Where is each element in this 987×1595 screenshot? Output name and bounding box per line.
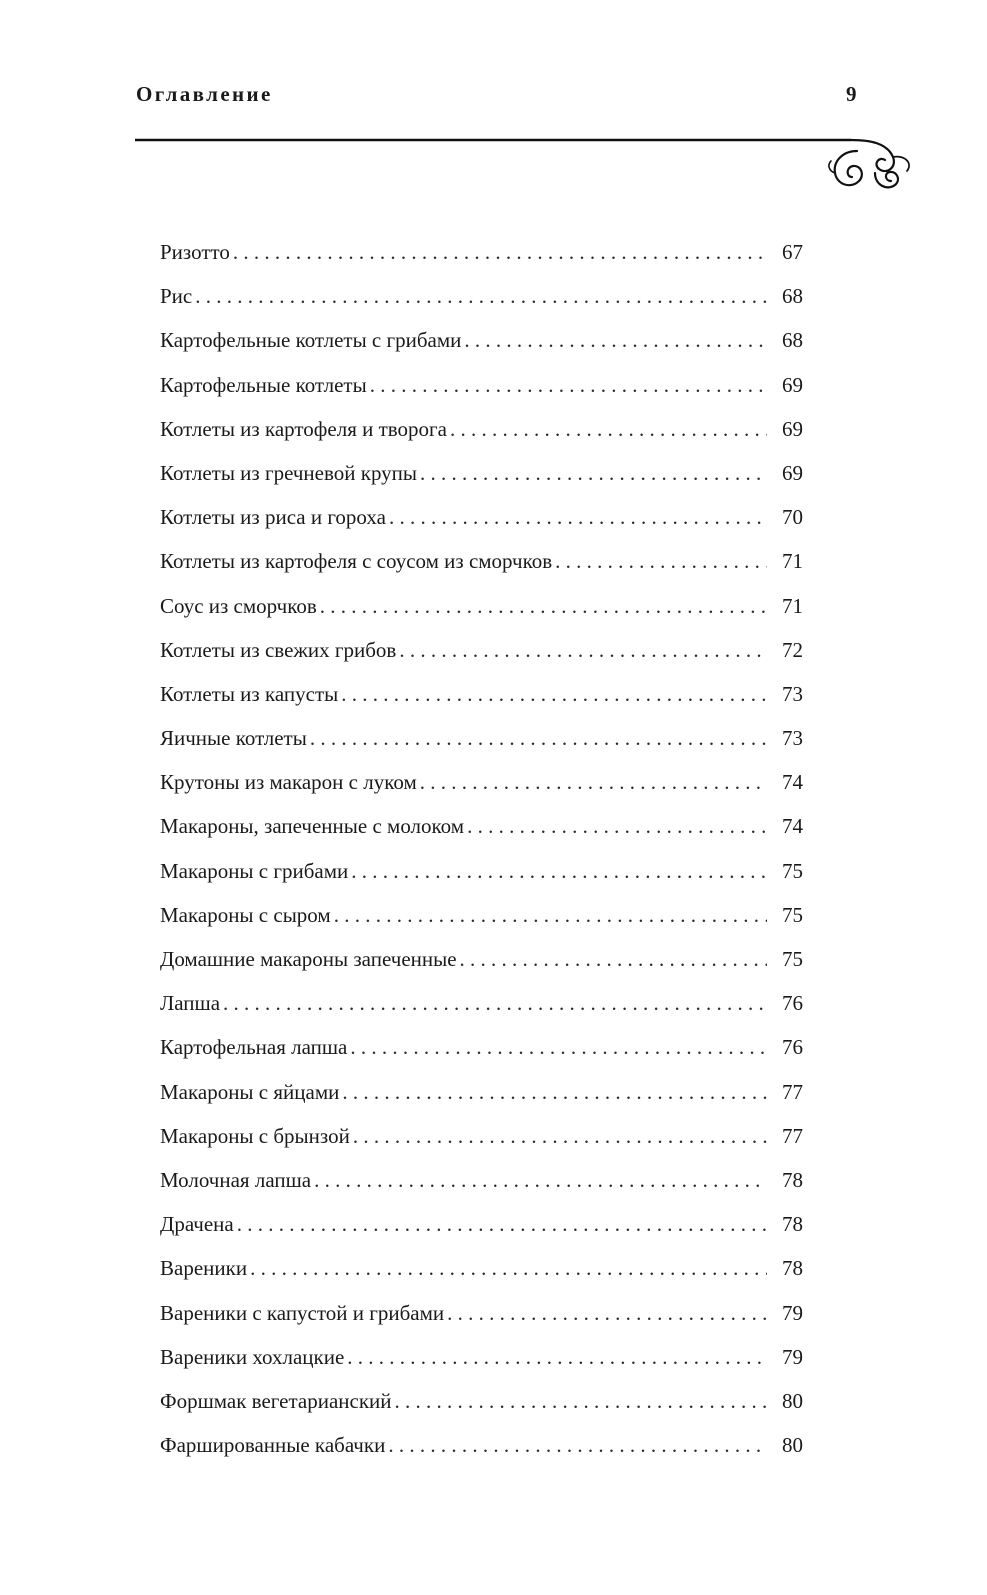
toc-entry-page: 68 [782, 284, 803, 309]
toc-entry-title: Макароны с брынзой [160, 1123, 350, 1148]
toc-entry-title: Картофельные котлеты с грибами [160, 328, 462, 353]
toc-entry-title: Картофельные котлеты [160, 372, 367, 397]
toc-entry [160, 804, 803, 848]
toc-entry-page: 67 [782, 240, 803, 264]
toc-dot-leader [351, 849, 767, 893]
toc-dot-leader [320, 584, 767, 628]
toc-entry-title: Котлеты из риса и гороха [160, 505, 386, 530]
toc-dot-leader [314, 1158, 767, 1202]
toc-entry-page: 69 [782, 460, 803, 485]
toc-entry-page: 73 [782, 681, 803, 706]
toc-entry [160, 716, 803, 760]
toc-dot-leader [223, 981, 767, 1025]
toc-entry-title: Драчена [160, 1212, 234, 1237]
toc-entry-title: Соус из сморчков [160, 593, 317, 618]
toc-dot-leader [467, 804, 767, 848]
toc-entry-title: Ризотто [160, 240, 230, 264]
toc-dot-leader [233, 230, 767, 274]
toc-entry-page: 76 [782, 1035, 803, 1060]
toc-entry [160, 1291, 803, 1335]
toc-entry-title: Макароны, запеченные с молоком [160, 814, 465, 839]
toc-dot-leader [310, 716, 767, 760]
toc-entry-title: Вареники хохлацкие [160, 1344, 345, 1369]
toc-entry [160, 628, 803, 672]
toc-entry-title: Форшмак вегетарианский [160, 1388, 392, 1413]
toc-entry-page: 79 [782, 1344, 803, 1369]
toc-entry [160, 1070, 803, 1114]
page-number: 9 [846, 82, 857, 106]
toc-dot-leader [347, 1335, 767, 1379]
toc-entry [160, 672, 803, 716]
toc-entry-page: 80 [782, 1388, 803, 1413]
toc-entry [160, 539, 803, 583]
toc-entry [160, 1423, 803, 1467]
toc-entry-page: 74 [782, 770, 803, 795]
toc-dot-leader [420, 760, 767, 804]
toc-entry [160, 1114, 803, 1158]
toc-entry-page: 69 [782, 416, 803, 441]
toc-entry [160, 1335, 803, 1379]
flourish-icon [829, 140, 909, 187]
toc-entry [160, 274, 803, 318]
toc-entry [160, 1246, 803, 1290]
toc-entry-page: 78 [782, 1256, 803, 1281]
toc-entry-page: 72 [782, 637, 803, 662]
toc-dot-leader [395, 1379, 767, 1423]
toc-entry-page: 78 [782, 1167, 803, 1192]
toc-entry-title: Макароны с сыром [160, 902, 331, 927]
toc-entry-page: 74 [782, 814, 803, 839]
toc-entry-title: Котлеты из гречневой крупы [160, 460, 418, 485]
toc-entry [160, 318, 803, 362]
toc-entry-title: Рис [160, 284, 193, 309]
toc-entry-page: 79 [782, 1300, 803, 1325]
toc-entry-title: Котлеты из капусты [160, 681, 339, 706]
toc-dot-leader [370, 363, 767, 407]
toc-entry-page: 71 [782, 549, 803, 574]
toc-dot-leader [350, 1025, 767, 1069]
toc-entry-title: Лапша [160, 991, 221, 1016]
toc-entry [160, 981, 803, 1025]
toc-dot-leader [341, 672, 767, 716]
toc-entry-title: Молочная лапша [160, 1167, 312, 1192]
toc-entry [160, 1025, 803, 1069]
toc-dot-leader [420, 451, 767, 495]
toc-entry-title: Фаршированные кабачки [160, 1433, 386, 1458]
toc-dot-leader [334, 893, 767, 937]
toc-entry [160, 584, 803, 628]
toc-entry [160, 849, 803, 893]
toc-entry-title: Вареники с капустой и грибами [160, 1300, 445, 1325]
toc-entry [160, 1202, 803, 1246]
toc-entry-page: 77 [782, 1123, 803, 1148]
running-head: Оглавление [136, 82, 273, 106]
toc-entry [160, 230, 803, 274]
toc-entry-page: 69 [782, 372, 803, 397]
toc-entry-title: Картофельная лапша [160, 1035, 348, 1060]
toc-entry [160, 893, 803, 937]
toc-entry-title: Котлеты из картофеля с соусом из сморчков [160, 549, 553, 574]
toc-dot-leader [450, 407, 767, 451]
toc-entry-page: 70 [782, 505, 803, 530]
toc-entry [160, 760, 803, 804]
toc-entry-page: 73 [782, 726, 803, 751]
toc-entry-title: Домашние макароны запеченные [160, 947, 457, 971]
toc-entry [160, 495, 803, 539]
toc-entry-page: 68 [782, 328, 803, 353]
toc-entry [160, 1379, 803, 1423]
toc-entry [160, 451, 803, 495]
toc-entry-page: 76 [782, 991, 803, 1016]
toc-dot-leader [195, 274, 767, 318]
toc-dot-leader [460, 937, 767, 981]
toc-entry-page: 78 [782, 1212, 803, 1237]
toc-entry [160, 363, 803, 407]
toc-dot-leader [447, 1291, 767, 1335]
toc-entry-title: Яичные котлеты [160, 726, 307, 751]
toc-entry-page: 75 [782, 902, 803, 927]
toc-entry [160, 407, 803, 451]
toc-entry-title: Крутоны из макарон с луком [160, 770, 417, 795]
toc-dot-leader [342, 1070, 767, 1114]
toc-entry-page: 75 [782, 947, 803, 971]
toc-entry [160, 1158, 803, 1202]
toc-entry-title: Макароны с грибами [160, 858, 349, 883]
toc-dot-leader [250, 1246, 767, 1290]
toc-dot-leader [464, 318, 767, 362]
toc-dot-leader [388, 1423, 767, 1467]
toc-entry-page: 80 [782, 1433, 803, 1458]
toc-dot-leader [353, 1114, 767, 1158]
ornamental-rule [135, 131, 915, 221]
toc-entry-title: Вареники [160, 1256, 248, 1281]
toc-entry-page: 77 [782, 1079, 803, 1104]
toc-dot-leader [389, 495, 767, 539]
toc-entry [160, 937, 803, 981]
toc-entry-page: 71 [782, 593, 803, 618]
toc-dot-leader [237, 1202, 767, 1246]
toc-dot-leader [399, 628, 767, 672]
toc-dot-leader [555, 539, 767, 583]
table-of-contents [160, 230, 803, 1467]
toc-entry-title: Котлеты из картофеля и творога [160, 416, 447, 441]
toc-entry-title: Котлеты из свежих грибов [160, 637, 397, 662]
toc-entry-page: 75 [782, 858, 803, 883]
toc-entry-title: Макароны с яйцами [160, 1079, 340, 1104]
